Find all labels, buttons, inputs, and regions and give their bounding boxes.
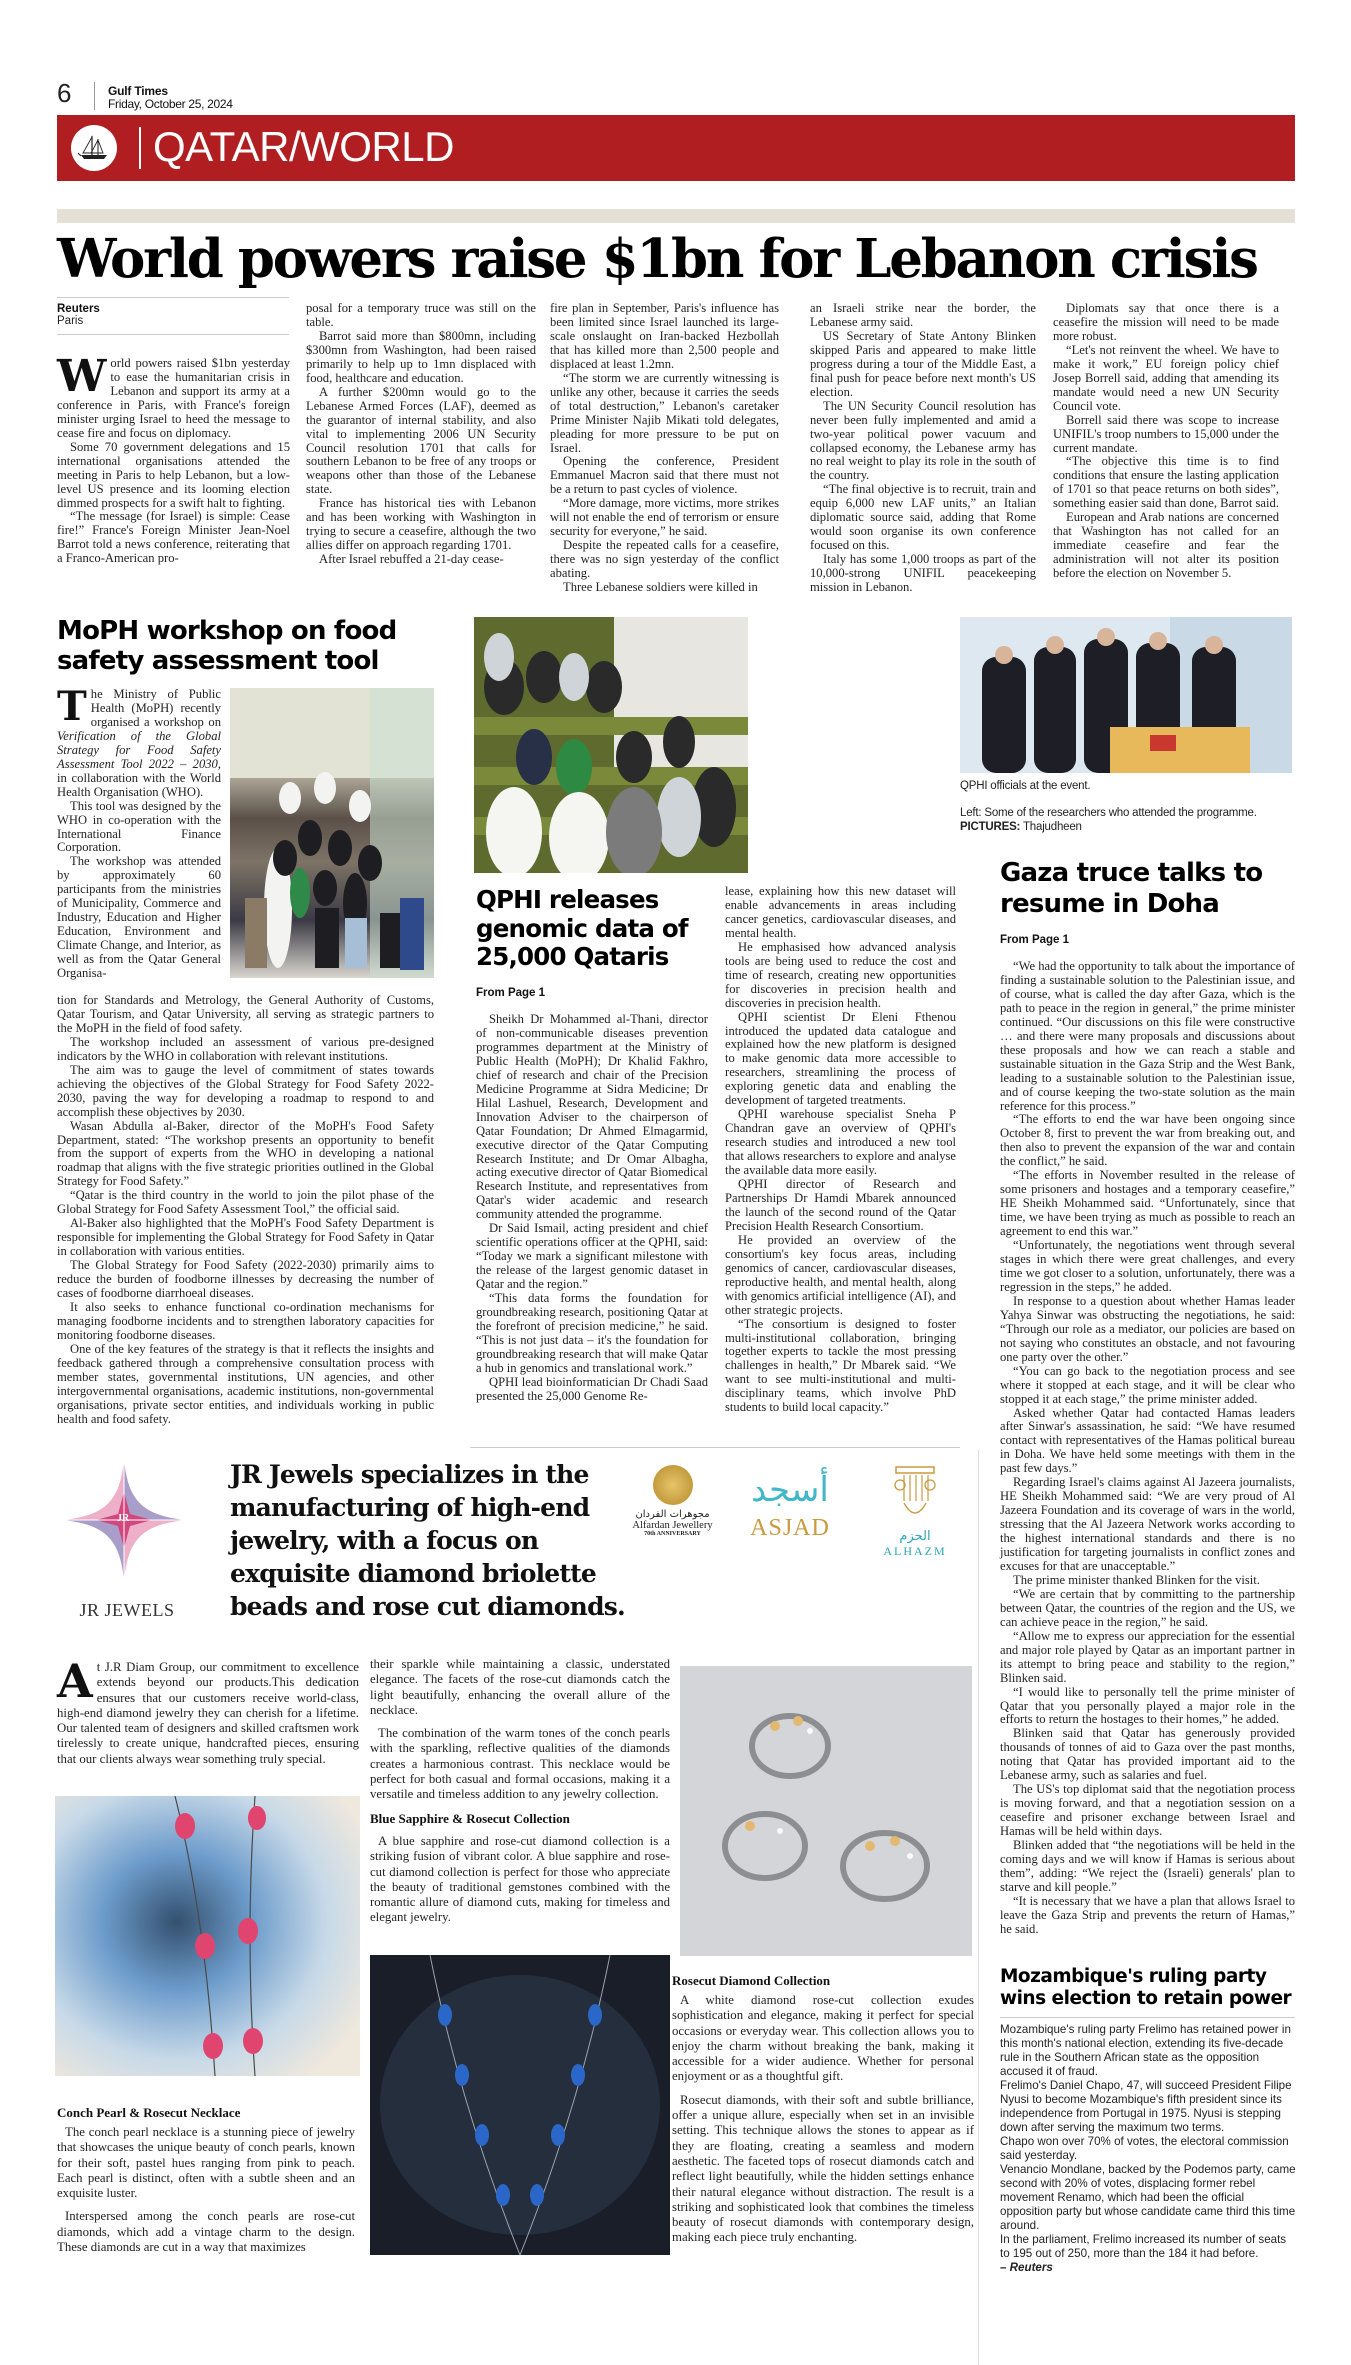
byline [57,297,289,335]
section-banner [57,115,1295,181]
paragraph: “We are certain that by committing to the partnership between Qatar, the countries of the region and the US, we can achieve peace in the region,” he said. [1000,1586,1295,1629]
paragraph: Regarding Israel's claims against Al Jazeera journalists, HE Sheikh Mohammed said: “We are very proud of Al Jazeera Foundation and its coverage of wars in the world, stressing that the Al Jazeera Network works according to the highest international standards and there is no justification for targeting journalists in conflict zones and excuses for that are unacceptable.” [1000,1475,1295,1573]
paragraph: One of the key features of the strategy is that it reflects the insights and feedback gathered through a comprehensive consultation process with member states, governmental institutions, UN agencies, and other intergovernmental organisations, academic institutions, non-governmental organisations, private sector entities, and individuals working in public health and food safety. [57,1341,434,1426]
paragraph: He emphasised how advanced analysis tools are being used to reduce the cost and time of research, creating new opportunities for discoveries in precision health and discoveries in precision health. [725,939,956,1010]
paragraph: US Secretary of State Antony Blinken skipped Paris and appeared to make little progress during a tour of the Middle East, a final push for peace before next month's US election. [810,328,1036,399]
paragraph: t J.R Diam Group, our commitment to excellence extends beyond our products.This dedication ensures that our customers receive world-class, high-end diamond jewelry they can cherish for a lifetime. Our talented team of designers and skilled craftsmen work tirelessly to create unique, handcrafted pieces, ensuring that our clients always wear something truly special. [57,1660,359,1766]
paragraph: “I would like to personally tell the prime minister of Qatar that you personally played a major role in the efforts to return the hostages to their homes,” he added. [1000,1684,1295,1727]
dropcap: W [57,351,107,402]
ad-middle-column [370,1657,670,1934]
paragraph: Some 70 government delegations and 15 international organisations attended the meeting in Paris to help Lebanon, but a low-level US presence and its looming election dimmed prospects for a swift halt to fighting. [57,439,290,510]
paragraph: QPHI scientist Dr Eleni Fthenou introduced the updated data catalogue and explained how the new platform is designed to make genomic data more accessible to researchers, streamlining the process of exploring genetic data and enabling the development of targeted treatments. [725,1009,956,1108]
paragraph: posal for a temporary truce was still on the table. [306,301,536,329]
paragraph: QPHI director of Research and Partnerships Dr Hamdi Mbarek announced the launch of the second round of the Qatar Precision Health Research Consortium. [725,1177,956,1233]
lead-headline: World powers raise $1bn for Lebanon crisis [57,228,1257,290]
ad-intro [57,1654,359,1775]
conch-pearl-necklace-photo [55,1796,360,2076]
paragraph: fire plan in September, Paris's influence has been limited since Israel launched its large-scale onslaught on Iran-backed Hezbollah that has killed more than 2,500 people and displaced at least 1.2mn. [550,301,779,371]
paragraph: Mozambique's ruling party Frelimo has retained power in this month's national election, extending its five-decade rule in the Southern African state as the opposition accused it of fraud. [1000,2023,1291,2078]
alfardan-arabic: مجوهرات الفردان [635,1509,710,1520]
paragraph: In the parliament, Frelimo increased its number of seats to 195 out of 250, more than the 184 it had before. [1000,2233,1287,2260]
gaza-from-page: From Page 1 [1000,934,1070,946]
paragraph: QPHI lead bioinformatician Dr Chadi Saad presented the 25,000 Genome Re- [476,1374,708,1403]
paragraph: “We had the opportunity to talk about the importance of finding a sustainable solution to the Palestinian issue, and of course, what is called the day after Gaza, which is the path to peace in the region in general,” the prime minister continued. “Our discussions on this file were constructive … and there were many proposals and discussions about these proposals and how we can reach a stable and sustainable situation in the Gaza Strip and the West Bank, leading to a sustainable solution to the Palestinian issue, and of course keeping the two-state solution as the main reference for this process.” [1000,959,1295,1113]
rosecut-diamond-rings-photo [680,1666,972,1956]
paragraph: “The message (for Israel) is simple: Cease fire!” France's Foreign Minister Jean-Noel Barrot told a news conference, reiterating that a Franco-American pro- [57,509,290,566]
logo-monogram: JR [117,1513,130,1524]
rosecut-title: Rosecut Diamond Collection [672,1973,831,1988]
paragraph: The aim was to gauge the level of commitment of states towards achieving the objectives of the Global Strategy for Food Safety 2022-2030, paving the way for developing a roadmap to respond to and accomplish these objectives by 2030. [57,1062,434,1119]
page-number: 6 [57,78,72,108]
paragraph: It also seeks to enhance functional co-ordination mechanisms for managing foodborne incidents and to strengthen laboratory capacities for monitoring foodborne diseases. [57,1299,434,1342]
dhow-boat-icon [71,125,117,171]
paragraph: The workshop was attended by approximately 60 participants from the ministries of Municipality, Commerce and Industry, Education and Higher Education, Environment and Climate Change, and Interior, as well as from the Qatar General Organisa- [57,854,221,981]
paragraph: Dr Said Ismail, acting president and chief scientific operations officer at the QPHI, said: “Today we mark a significant milestone with the release of the largest genomic dataset in Qatar and the region.” [476,1221,708,1292]
gaza-column [1000,960,1295,1937]
byline-dateline: Paris [57,315,84,327]
qphi-headline: QPHI releases genomic data of 25,000 Qataris [476,885,688,971]
moph-narrow-column [57,683,221,981]
headline-rule [57,209,1295,223]
paragraph: he Ministry of Public Health (MoPH) recently organised a workshop on [90,687,221,729]
paragraph: The Global Strategy for Food Safety (2022-2030) primarily aims to reduce the burden of foodborne illnesses by decreasing the number of cases of foodborne diarrhoeal diseases. [57,1258,434,1301]
paragraph: Chapo won over 70% of votes, the electoral commission said yesterday. [1000,2135,1289,2162]
paragraph: The prime minister thanked Blinken for the visit. [1013,1572,1260,1587]
paragraph: “The final objective is to recruit, train and equip 6,000 new LAF units,” an Italian diplomatic source said, adding that Rome would soon organise its own conference focused on this. [810,482,1036,553]
paragraph: Italy has some 1,000 troops as part of the 10,000-strong UNIFIL peacekeeping mission in Lebanon. [810,552,1036,595]
dropcap: T [57,683,87,730]
paragraph: Barrot said more than $800mn, including $300mn from Washington, had been raised primarily to help up to 1mn displaced with food, healthcare and education. [306,328,536,385]
paragraph: QPHI warehouse specialist Sneha P Chandran gave an overview of QPHI's research studies and introduced a new tool that allows researchers to explore and analyse the available data more easily. [725,1107,956,1178]
banner-divider [139,127,141,169]
paragraph: Al-Baker also highlighted that the MoPH's Food Safety Department is responsible for implementing the Global Strategy for Food Safety in Qatar in collaboration with various entities. [57,1216,434,1259]
paragraph: This tool was designed by the WHO in co-operation with the International Finance Corporation. [57,798,221,855]
paragraph: The combination of the warm tones of the conch pearls with the sparkling, reflective qualities of the diamonds creates a harmonious contrast. This necklace would be perfect for both casual and formal occasions, making it a versatile and timeless addition to any jewelry collection. [370,1726,670,1802]
paragraph: Interspersed among the conch pearls are rose-cut diamonds, which add a vintage charm to the design. These diamonds are cut in a way that maximizes [57,2209,355,2255]
paragraph: lease, explaining how this new dataset will enable advancements in areas including cancer genetics, cardiovascular diseases, and mental health. [725,884,956,940]
mozambique-headline: Mozambique's ruling party wins election to retain power [1000,1966,1292,2009]
sapphire-title: Blue Sapphire & Rosecut Collection [370,1810,570,1826]
qphi-column-1 [476,1013,708,1404]
caption-researchers [960,806,1295,834]
paragraph: Blinken added that “the negotiations will be held in the coming days and we will know if Hamas is serious about them”, adding: “We reject the (Israeli) generals' plan to starve and kill people.” [1000,1838,1295,1894]
workshop-title: Verification of the Global Strategy for Food Safety Assessment Tool 2022 – 2030 [57,728,221,771]
jr-jewels-logo [62,1460,187,1580]
alfardan-name: Alfardan Jewellery [632,1520,713,1531]
paragraph: “The objective this time is to find conditions that ensure the lasting application of 1701 so that peace returns on both sides”, something easier said than done, Barrot said. [1053,454,1279,511]
paragraph: “The efforts in November resulted in the release of some prisoners and hostages and a temporary ceasefire,” HE Sheikh Mohammed said. “Unfortunately, since that time, we have been trying as much as possible to reach an agreement to end this war.” [1000,1168,1295,1239]
paragraph: A blue sapphire and rose-cut diamond collection is a striking fusion of vibrant color. A blue sapphire and rose-cut diamond collection is perfect for those who appreciate the beauty of traditional gemstones combined with the romantic allure of diamond cuts, making for timeless and elegant jewelry. [370,1833,670,1925]
asjad-name: ASJAD [750,1515,830,1541]
paragraph: Opening the conference, President Emmanuel Macron said that there must not be a return to past cycles of violence. [550,454,779,497]
paragraph: “It is necessary that we have a plan that allows Israel to leave the Gaza Strip and prevents the return of Hamas,” he said. [1000,1893,1295,1936]
paragraph: their sparkle while maintaining a classic, understated elegance. The facets of the rose-cut diamonds catch the light beautifully, enhancing the overall allure of the necklace. [370,1657,670,1717]
paragraph: Blinken said that Qatar has generously provided thousands of tonnes of aid to Gaza over the past months, noting that Qatar has provided important aid to the Lebanese army, such as salaries and fuel. [1000,1726,1295,1783]
paragraph: Wasan Abdulla al-Baker, director of the MoPH's Food Safety Department, stated: “The workshop presents an opportunity to benefit from the support of experts from the WHO in developing a national roadmap that aligns with the five strategic priorities outlined in the Global Strategy for Food Safety.” [57,1118,434,1189]
researchers-audience-photo [474,617,748,873]
qphi-column-2 [725,885,956,1415]
paragraph: “The efforts to end the war have been ongoing since October 8, first to prevent the war from breaking out, and then also to prevent the expansion of the war and contain the conflict,” he said. [1000,1112,1295,1169]
qphi-officials-photo [960,617,1292,773]
column-emblem-icon [892,1465,938,1525]
paragraph: “The storm we are currently witnessing is unlike any other, because it carries the seeds of total destruction,” Lebanon's caretaker Prime Minister Najib Mikati told delegates, pleading for more pressure to be put on Israel. [550,370,779,455]
paragraph: Frelimo's Daniel Chapo, 47, will succeed President Filipe Nyusi to become Mozambique's fifth president since its independence from Portugal in 1975. Nyusi is stepping down after serving the maximum two terms. [1000,2079,1292,2134]
paragraph: The conch pearl necklace is a stunning piece of jewelry that showcases the unique beauty of conch pearls, known for their soft, pastel hues ranging from pink to peach. Each pearl is distinct, often with a subtle sheen and an exquisite luster. [57,2125,355,2201]
moph-wide-column [57,994,434,1427]
paragraph: He provided an overview of the consortium's key focus areas, including genomics of cancer, cardiovascular diseases, reproductive health, and mental health, along with genomics artificial intelligence (AI), and other strategic projects. [725,1232,956,1317]
caption-officials: QPHI officials at the event. [960,780,1091,792]
publication-date: Friday, October 25, 2024 [108,97,233,111]
publication-name: Gulf Times [108,84,168,98]
partner-logo-asjad [740,1465,840,1542]
paragraph: Diplomats say that once there is a ceasefire the mission will need to be made more robust. [1053,301,1279,343]
paragraph: The US's top diplomat said that the negotiation process is moving forward, and that a negotiation session on a ceasefire and prisoner exchange between Israel and Hamas will be held within days. [1000,1782,1295,1839]
moph-group-photo [230,688,434,978]
caption-researchers-text: Left: Some of the researchers who attended the programme. [960,807,1257,819]
asjad-arabic: أسجد [751,1470,829,1510]
mozambique-body [1000,2023,1296,2275]
paragraph: tion for Standards and Metrology, the General Authority of Customs, Qatar Tourism, and Qatar University, all serving as strategic partners to the MoPH in the field of food safety. [57,993,434,1035]
partner-logo-alfardan [625,1465,720,1537]
paragraph: Three Lebanese soldiers were killed in [563,580,758,595]
paragraph: Despite the repeated calls for a ceasefire, there was no sign yesterday of the conflict abating. [550,538,779,581]
lead-column-1 [57,351,290,566]
paragraph: Sheikh Dr Mohammed al-Thani, director of non-communicable diseases prevention programmes department at the Ministry of Public Health (MoPH); Dr Khalid Fakhro, chief of research and chair of the Precision Medicine Programme at Sidra Medicine; Dr Hilal Lashuel, Research, Development and Innovation Adviser to the chairperson of Qatar Foundation; Dr Ahmed Elmagarmid, executive director of the Qatar Computing Research Institute; and Dr Omar Albagha, acting executive director of Qatar Biomedical Research Institute, and representatives from Qatar's wider academic and research community attended the programme. [476,1012,708,1222]
section-divider [470,1447,960,1448]
paragraph: After Israel rebuffed a 21-day cease- [319,552,504,567]
paragraph: Asked whether Qatar had contacted Hamas leaders after Sinwar's assassination, he said: “We have resumed contact with representatives of the Hamas political bureau in Doha. We have held some meetings with them in the past few days.” [1000,1405,1295,1476]
paragraph: The UN Security Council resolution has never been fully implemented and amid a two-year political power vacuum and collapsed economy, the Lebanese army has no real weight to play its role in the south of the country. [810,398,1036,483]
partner-logo-alhazm [875,1465,955,1559]
lead-column-5 [1053,302,1279,581]
mozambique-rule [1000,2017,1295,2018]
byline-agency: Reuters [57,303,100,315]
paragraph: In response to a question about whether Hamas leader Yahya Sinwar was obstructing the negotiations, he said: “Through our role as a mediator, our policies are based on not saying who constitutes an obstacle, and not favouring one party over the other.” [1000,1293,1295,1364]
lead-column-4 [810,302,1036,595]
paragraph: “Allow me to express our appreciation for the essential and major role played by Qatar as an important partner in its attempt to bring peace and stability to the region,” Blinken said. [1000,1628,1295,1685]
photo-credit-label: PICTURES: [960,821,1021,833]
gaza-headline: Gaza truce talks to resume in Doha [1000,858,1263,919]
paragraph: European and Arab nations are concerned that Washington has not called for an immediate ceasefire and fear the administration will not alter its position before the election on November 5. [1053,510,1279,581]
paragraph: Venancio Mondlane, backed by the Podemos party, came second with 20% of votes, displacing former rebel movement Renamo, which had been the official opposition party but whose candidate came third this time around. [1000,2163,1296,2232]
paragraph: “You can go back to the negotiation process and see where it stopped at each stage, and it will be clear who stopped it at each stage,” the prime minister added. [1000,1363,1295,1406]
paragraph: The workshop included an assessment of various pre-designed indicators by the WHO in collaboration with relevant institutions. [57,1034,434,1063]
photo-credit-name: Thajudheen [1022,821,1082,833]
blue-sapphire-necklace-photo [370,1955,670,2255]
paragraph: “This data forms the foundation for groundbreaking research, positioning Qatar at the forefront of precision medicine,” he said. “This is not just data – it's the foundation for groundbreaking research that will make Qatar a hub in genomics and translational work.” [476,1291,708,1375]
paragraph: A further $200mn would go to the Lebanese Armed Forces (LAF), deemed as the guarantor of internal stability, and also vital to implementing 2006 UN Security Council resolution 1701 that calls for southern Lebanon to be free of any troops or weapons other than those of the Lebanese state. [306,384,536,497]
lead-column-3 [550,302,779,595]
signoff: – Reuters [1000,2261,1053,2274]
paragraph: “The consortium is designed to foster multi-institutional collaboration, bringing together experts to tackle the most pressing challenges in health,” Dr Mbarek said. “We want to see multi-institutional and multi-disciplinary teams, which involve PhD students to build local capacity.” [725,1316,956,1415]
paragraph: Rosecut diamonds, with their soft and subtle brilliance, offer a unique allure, especially when set in an invisible setting. This technique allows the stones to appear as if they are floating, creating a seamless and modern aesthetic. The faceted tops of rosecut diamonds catch and reflect light beautifully, while the hidden settings enhance their natural elegance without distraction. The result is a striking and sophisticated look that combines the timeless beauty of rosecut diamonds with contemporary design, making each piece truly enchanting. [672,2092,974,2245]
rosecut-body [672,1993,974,2254]
paragraph: orld powers raised $1bn yesterday to ease the humanitarian crisis in Lebanon and support its army at a conference in Paris, with France's foreign minister urging Israel to heed the message to cease fire and focus on diplomacy. [57,356,290,440]
qphi-from-page: From Page 1 [476,987,546,999]
ad-headline: JR Jewels specializes in the manufacturing of high-end jewelry, with a focus on exquisite diamond briolette beads and rose cut diamonds. [230,1460,625,1621]
paragraph: France has historical ties with Lebanon and has been working with Washington in trying to secure a ceasefire, although the two allies differ on approach regarding 1701. [306,496,536,553]
paragraph: “More damage, more victims, more strikes will not enable the end of terrorism or ensure security for everyone,” he said. [550,496,779,539]
masthead-divider [94,82,95,110]
conch-body [57,2125,355,2263]
paragraph: “Qatar is the third country in the world to join the pilot phase of the Global Strategy for Food Safety Assessment Tool,” the official said. [57,1188,434,1217]
ad-border [978,1450,979,2365]
dropcap: A [57,1654,93,1708]
paragraph: an Israeli strike near the border, the Lebanese army said. [810,301,1036,329]
alfardan-emblem-icon [653,1465,693,1505]
alhazm-arabic: الحزم [899,1529,931,1544]
moph-headline: MoPH workshop on food safety assessment tool [57,616,397,676]
conch-title: Conch Pearl & Rosecut Necklace [57,2105,241,2120]
paragraph: “Unfortunately, the negotiations went through several stages in which there were great challenges, and every time we got closer to a solution, unfortunately, there was a regression in the steps,” he added. [1000,1238,1295,1294]
paragraph: A white diamond rose-cut collection exudes sophistication and elegance, making it perfect for special occasions or everyday wear. This collection allows you to enjoy the charm without breaking the bank, making it accessible for a wider audience. Whether for personal enjoyment or as a thoughtful gift. [672,1993,974,2084]
paragraph: Borrell said there was scope to increase UNIFIL's troop numbers to 15,000 under the current mandate. [1053,412,1279,455]
brand-name: JR JEWELS [79,1600,175,1620]
alhazm-name: ALHAZM [883,1544,947,1558]
paragraph: “Let's not reinvent the wheel. We have to make it work,” EU foreign policy chief Josep Borrell said, adding that amending its mandate would need a new UN Security Council vote. [1053,342,1279,413]
lead-column-2 [306,302,536,567]
paragraph: , in collaboration with the World Health Organisation (WHO). [57,756,221,799]
section-title: QATAR/WORLD [153,123,454,170]
alfardan-anniversary: 70th ANNIVERSARY [644,1531,701,1537]
